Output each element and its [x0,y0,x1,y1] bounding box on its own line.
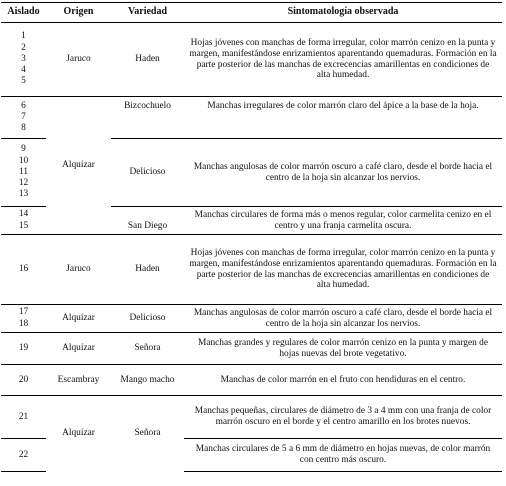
origen-cell: Alquízar [46,333,111,365]
aislado-cell [1,23,46,97]
sintomatologia-cell: Hojas jóvenes con manchas de forma irregular, color marrón cenizo en la punta y margen, manifestándose enrizamientos aparentando quemaduras. Formación en la parte posterior de las manchas de excrecencias amarillentas en condiciones de alta humedad. [184,235,502,305]
aislado-id: 8 [21,123,26,134]
sintomatologia-cell: Manchas circulares de 5 a 6 mm de diámetro en hojas nuevas, de color marrón con centro más oscuro. [184,439,502,472]
aislado-id: 1 [21,31,26,42]
aislado-cell: 21 [1,396,46,439]
symptoms-table [1,2,502,472]
aislado-cell [1,97,46,139]
sintomatologia-cell: Manchas circulares de forma más o menos regular, color carmelita cenizo en el centro y una franja carmelita oscura. [184,207,502,235]
table-row [1,23,502,97]
aislado-id: 3 [21,53,26,64]
aislado-id: 7 [21,111,26,122]
origen-cell: Alquízar [46,97,111,235]
aislado-id: 6 [21,100,26,111]
aislado-cell [1,139,46,207]
table-row [1,305,502,333]
sintomatologia-cell: Manchas pequeñas, circulares de diámetro de 3 a 4 mm con una franja de color marrón oscuro en el borde y el centro amarillo en los brotes nuevos. [184,396,502,439]
aislado-id: 2 [21,42,26,53]
table-row [1,365,502,396]
sintomatologia-cell: Manchas grandes y regulares de color marrón cenizo en la punta y margen de hojas nuevas del brote vegetativo. [184,333,502,365]
header-variedad: Variedad [111,3,184,23]
aislado-cell [1,207,46,235]
aislado-id: 18 [18,318,29,329]
table-row [1,97,502,139]
aislado-id: 12 [18,178,29,189]
aislado-cell: 19 [1,333,46,365]
header-origen: Origen [46,3,111,23]
aislado-cell: 22 [1,439,46,472]
variedad-cell: Señora [111,333,184,365]
aislado-id: 15 [18,220,29,231]
variedad-cell: Señora [111,396,184,472]
origen-cell: Jaruco [66,54,91,65]
origen-cell: Alquízar [46,305,111,333]
variedad-cell: Delicioso [111,139,184,207]
aislado-id: 9 [21,144,26,155]
aislado-id: 10 [18,155,29,166]
sintomatologia-cell: Manchas angulosas de color marrón oscuro a café claro, desde el borde hacia el centro de la hoja sin alcanzar los nervios. [184,139,502,207]
aislado-cell: 16 [1,235,46,305]
variedad-cell: Mango macho [111,365,184,396]
origen-cell: Alquízar [46,396,111,472]
header-aislado: Aislado [1,3,46,23]
aislado-cell: 20 [1,365,46,396]
sintomatologia-cell: Manchas de color marrón en el fruto con hendiduras en el centro. [184,365,502,396]
variedad-cell: Delicioso [111,305,184,333]
table-header-row [1,3,502,23]
table-row [1,333,502,365]
variedad-cell: San Diego [111,207,184,235]
aislado-id: 17 [18,307,29,318]
origen-cell: Jaruco [46,235,111,305]
aislado-id: 13 [18,189,29,200]
table-row [1,235,502,305]
aislado-id: 11 [18,166,29,177]
sintomatologia-cell: Hojas jóvenes con manchas de forma irregular, color marrón cenizo en la punta y margen, manifestándose enrizamientos aparentando quemaduras. Formación en la parte posterior de las manchas de excrecencias amarillentas en condiciones de alta humedad. [189,37,497,81]
sintomatologia-cell: Manchas angulosas de color marrón oscuro a café claro, desde el borde hacia el centro de la hoja sin alcanzar los nervios. [184,305,502,333]
origen-cell: Escambray [46,365,111,396]
variedad-cell: Bizcochuelo [111,97,184,139]
sintomatologia-cell: Manchas irregulares de color marrón claro del ápice a la base de la hoja. [184,97,502,139]
variedad-cell: Haden [111,235,184,305]
aislado-id: 5 [21,76,26,87]
aislado-id: 4 [21,65,26,76]
header-sintomatologia: Sintomatología observada [184,3,502,23]
aislado-id: 14 [18,209,29,220]
aislado-cell [1,305,46,333]
table-row [1,396,502,439]
variedad-cell: Haden [135,54,160,65]
